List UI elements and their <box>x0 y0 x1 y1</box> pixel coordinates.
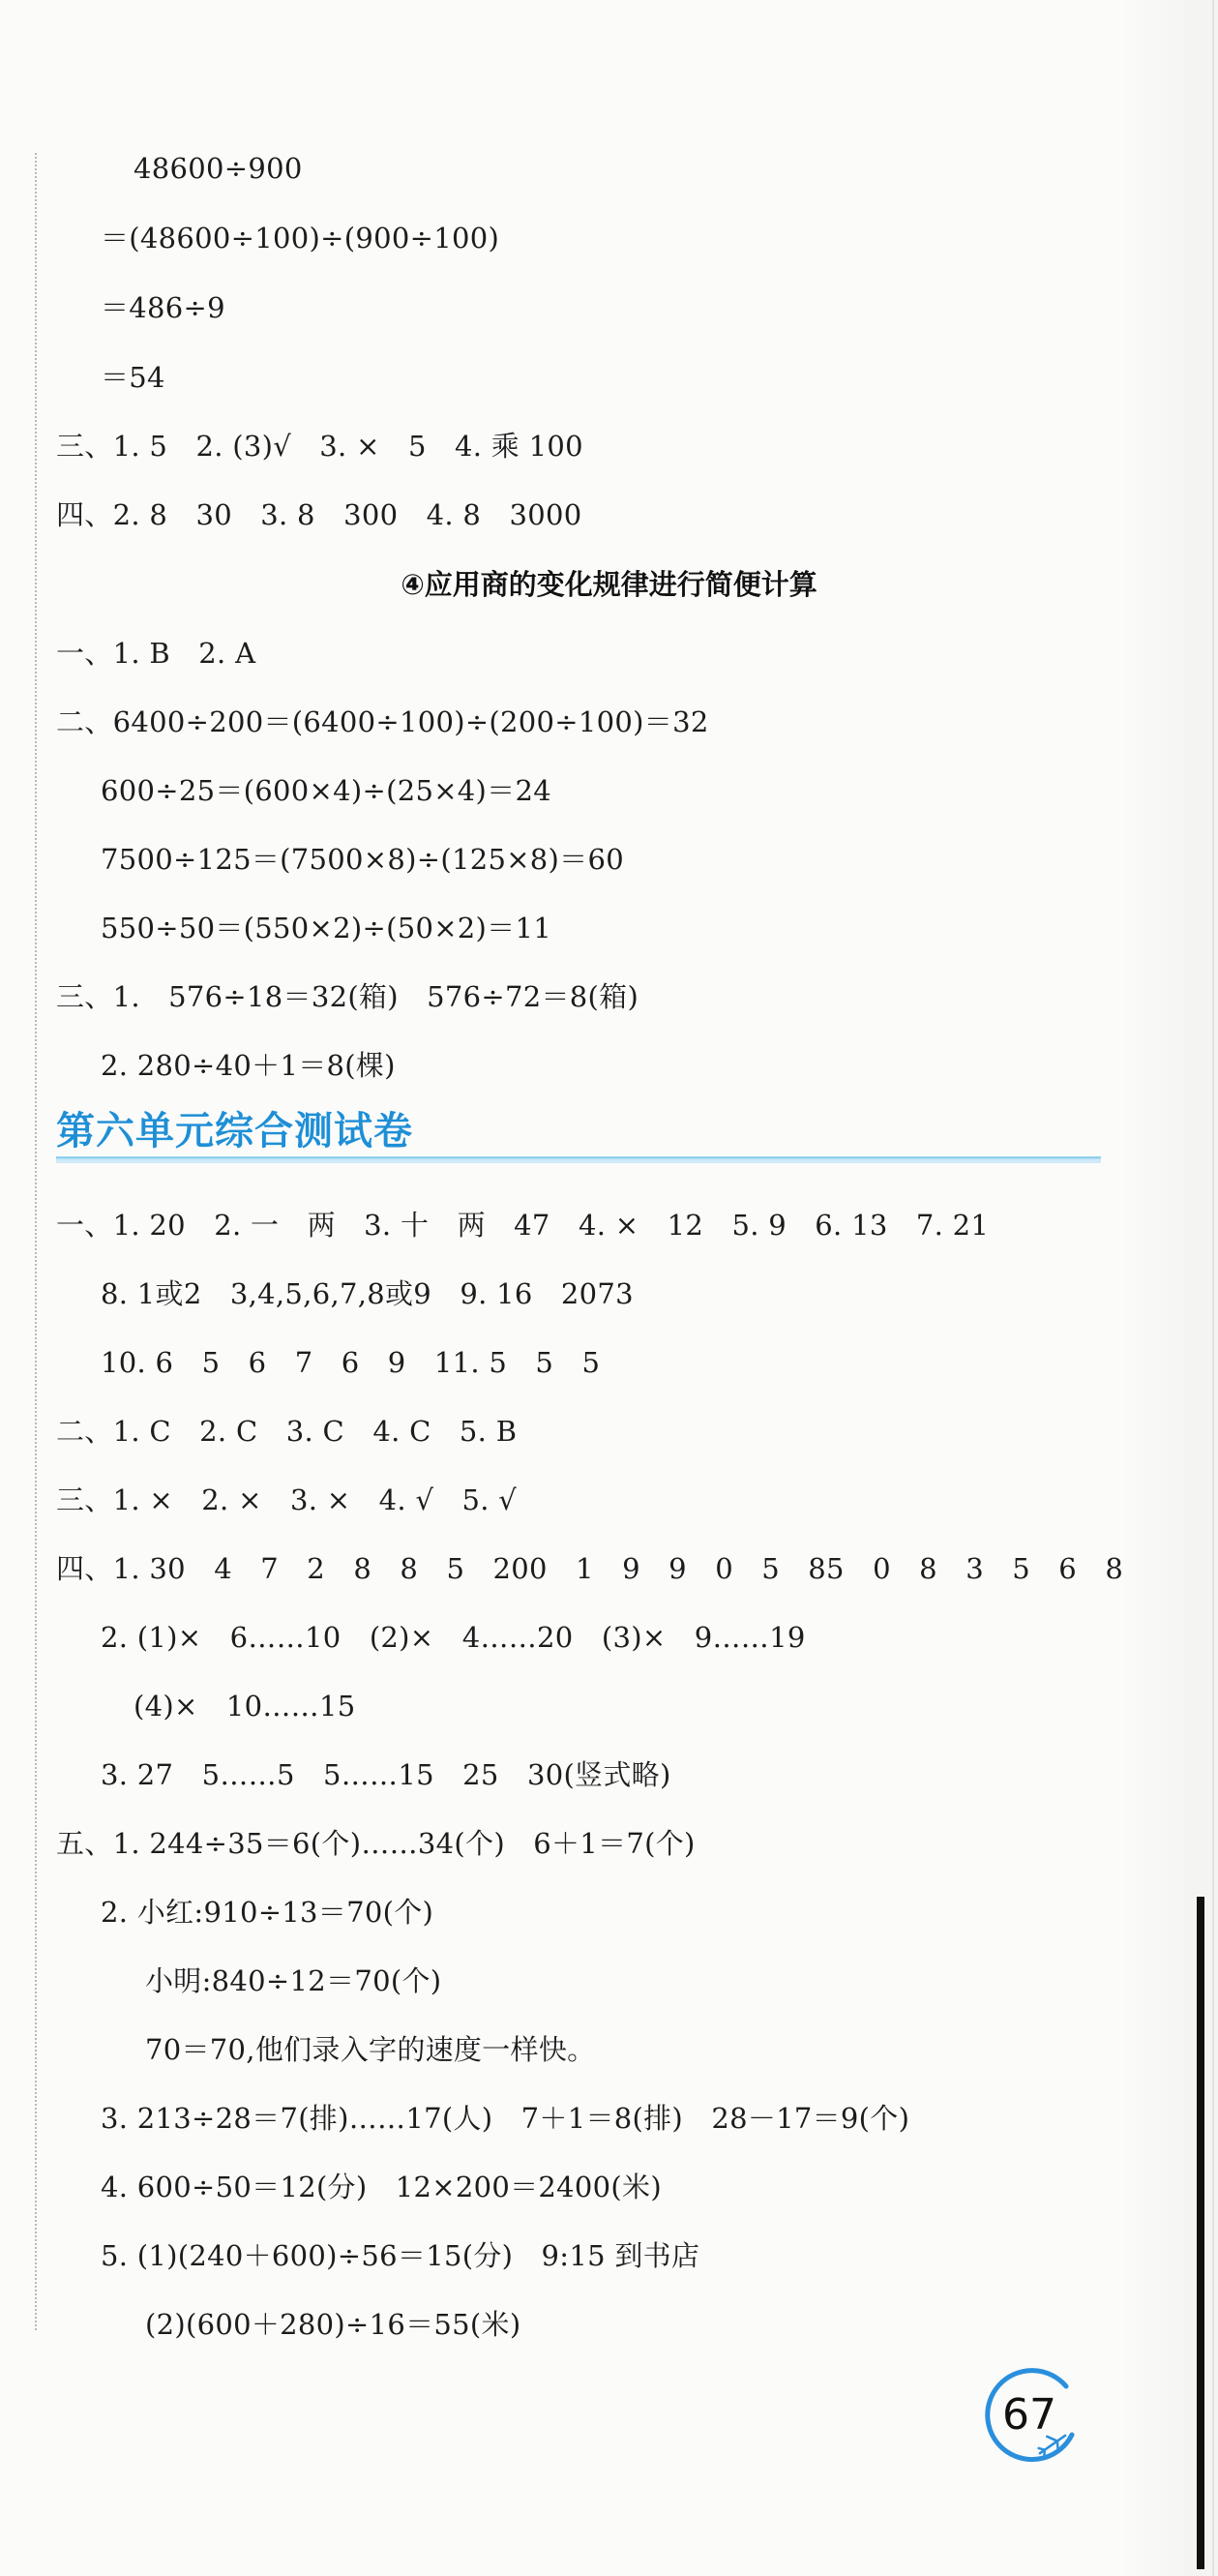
answer-line: ＝(48600÷100)÷(900÷100) <box>101 222 500 255</box>
answer-line: 四、2. 8 30 3. 8 300 4. 8 3000 <box>56 498 582 531</box>
answer-line: 3. 213÷28＝7(排)……17(人) 7＋1＝8(排) 28－17＝9(个) <box>101 2102 910 2135</box>
answer-line: 10. 6 5 6 7 6 9 11. 5 5 5 <box>101 1346 601 1379</box>
answer-line: 8. 1或2 3,4,5,6,7,8或9 9. 16 2073 <box>101 1277 634 1310</box>
answer-line: 2. 280÷40＋1＝8(棵) <box>101 1049 396 1082</box>
answer-line: 2. (1)× 6……10 (2)× 4……20 (3)× 9……19 <box>101 1621 806 1654</box>
answer-line: 小明:840÷12＝70(个) <box>145 1964 442 1997</box>
answer-line: 7500÷125＝(7500×8)÷(125×8)＝60 <box>101 843 624 876</box>
answer-line: 2. 小红:910÷13＝70(个) <box>101 1896 434 1929</box>
answer-line: (4)× 10……15 <box>134 1690 356 1722</box>
section-title: ④应用商的变化规律进行简便计算 <box>401 568 817 601</box>
answer-line: 一、1. 20 2. 一 两 3. 十 两 47 4. × 12 5. 9 6. 13 7. 21 <box>56 1209 990 1242</box>
page-number: 67 <box>1002 2390 1056 2440</box>
answer-line: 3. 27 5……5 5……15 25 30(竖式略) <box>101 1758 671 1791</box>
answer-line: ＝486÷9 <box>101 291 225 324</box>
answer-line: 550÷50＝(550×2)÷(50×2)＝11 <box>101 912 551 944</box>
chapter-title-underline <box>56 1156 1101 1163</box>
answer-line: 5. (1)(240＋600)÷56＝15(分) 9:15 到书店 <box>101 2239 700 2272</box>
answer-line: (2)(600＋280)÷16＝55(米) <box>145 2308 521 2341</box>
chapter-title: 第六单元综合测试卷 <box>56 1109 413 1153</box>
answer-line: 一、1. B 2. A <box>56 637 256 670</box>
answer-line: 48600÷900 <box>134 152 303 185</box>
answer-line: 600÷25＝(600×4)÷(25×4)＝24 <box>101 774 551 807</box>
answer-line: 三、1. 576÷18＝32(箱) 576÷72＝8(箱) <box>56 980 639 1013</box>
binding-margin-line <box>35 153 37 2330</box>
page-edge-bar <box>1197 1897 1204 2569</box>
page-edge-shadow <box>1212 0 1214 2576</box>
answer-line: ＝54 <box>101 361 165 394</box>
answer-line: 四、1. 30 4 7 2 8 8 5 200 1 9 9 0 5 85 0 8 3 5 6 8 <box>56 1552 1124 1585</box>
answer-line: 70＝70,他们录入字的速度一样快。 <box>145 2033 596 2066</box>
answer-line: 三、1. × 2. × 3. × 4. √ 5. √ <box>56 1483 518 1516</box>
answer-line: 4. 600÷50＝12(分) 12×200＝2400(米) <box>101 2171 662 2203</box>
answer-line: 五、1. 244÷35＝6(个)……34(个) 6＋1＝7(个) <box>56 1827 696 1860</box>
answer-line: 二、6400÷200＝(6400÷100)÷(200÷100)＝32 <box>56 705 709 738</box>
answer-line: 二、1. C 2. C 3. C 4. C 5. B <box>56 1415 518 1448</box>
answer-line: 三、1. 5 2. (3)√ 3. × 5 4. 乘 100 <box>56 430 583 463</box>
